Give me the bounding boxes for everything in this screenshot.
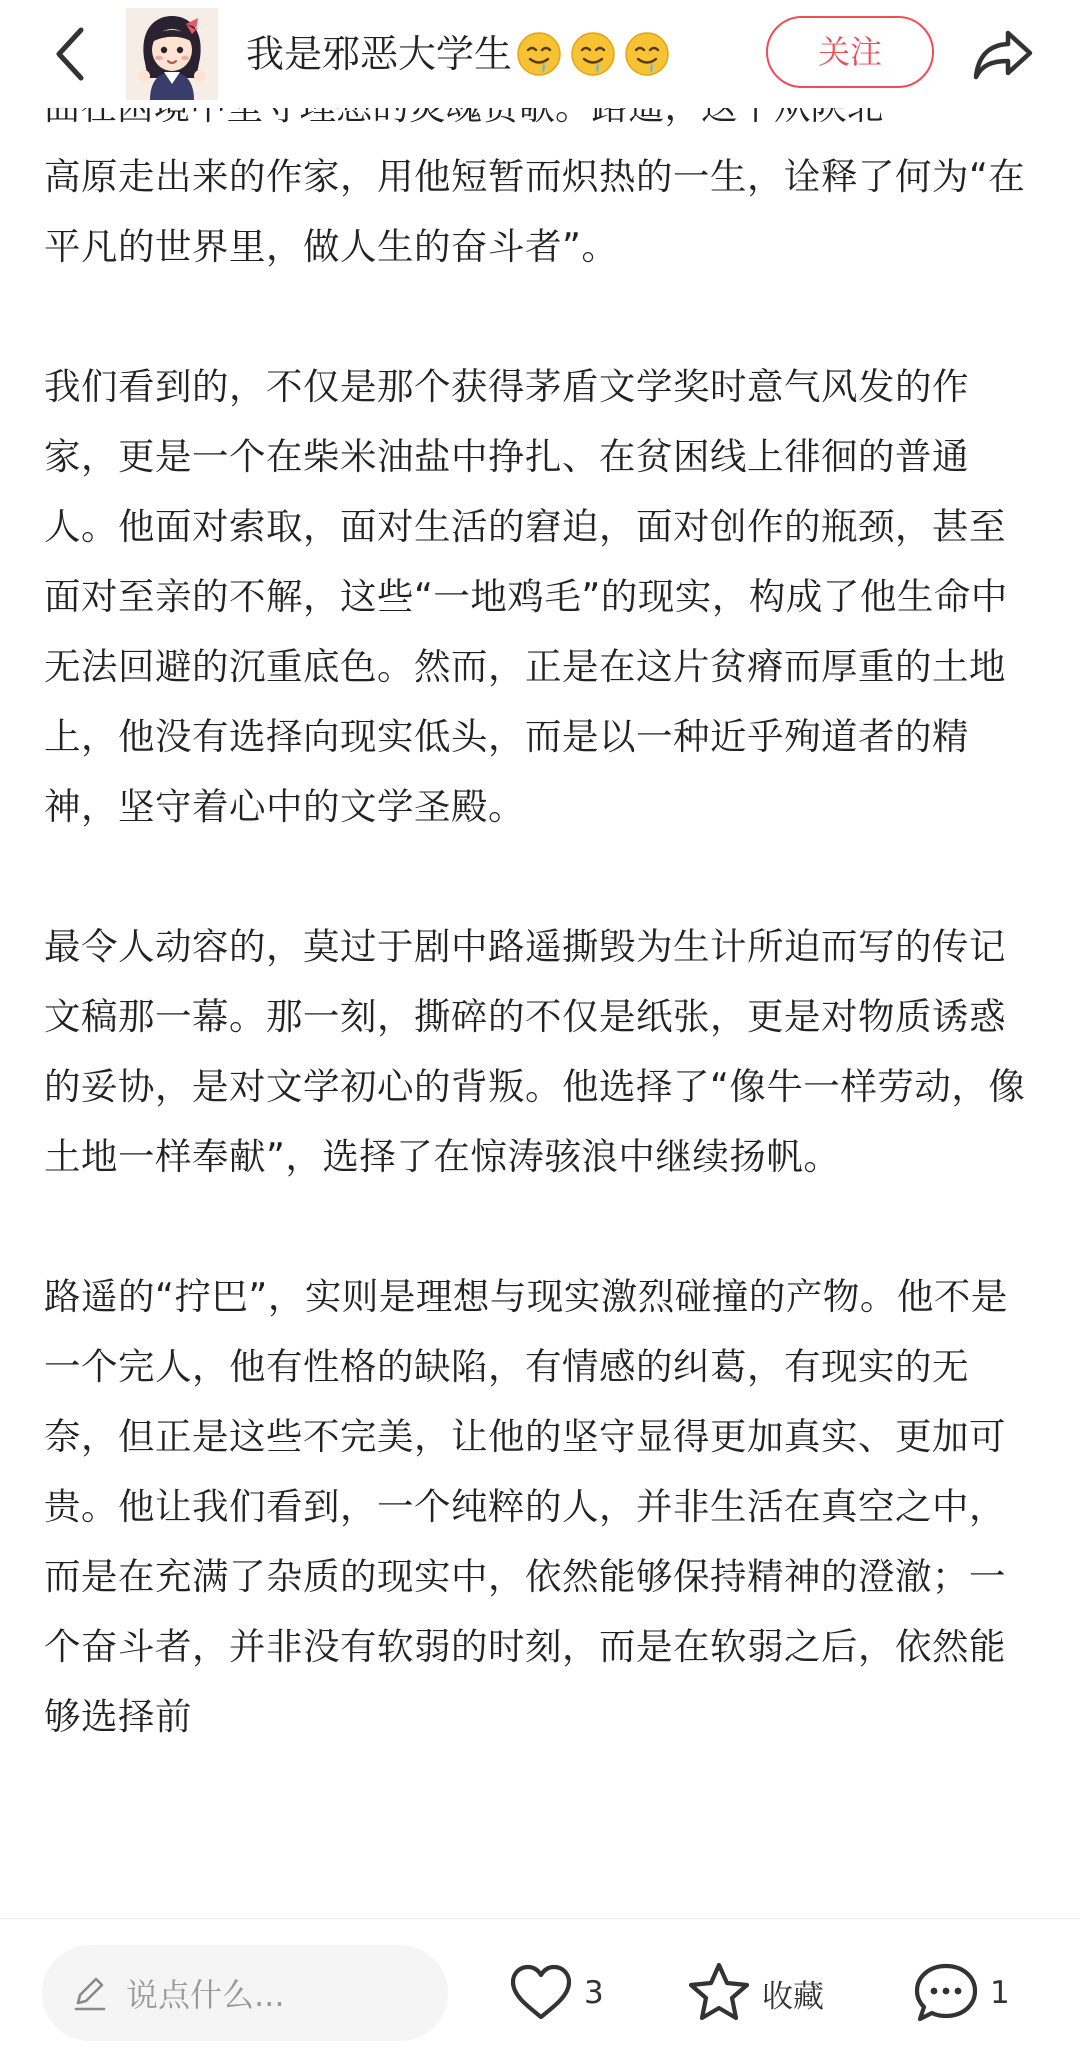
drooling-face-icon bbox=[516, 31, 562, 77]
author-name: 我是邪恶大学生 bbox=[246, 32, 513, 76]
chevron-left-icon bbox=[53, 26, 87, 82]
speech-bubble-icon bbox=[912, 1961, 980, 2025]
drooling-face-icon bbox=[624, 31, 670, 77]
comment-input[interactable] bbox=[42, 1945, 448, 2041]
comment-placeholder: 说点什么... bbox=[126, 1976, 285, 2014]
comment-button[interactable] bbox=[912, 1945, 1010, 2041]
author-avatar[interactable] bbox=[126, 8, 218, 100]
collect-label: 收藏 bbox=[762, 1978, 824, 2015]
article-partial-line bbox=[44, 108, 1036, 142]
share-arrow-icon bbox=[972, 27, 1034, 81]
pencil-icon bbox=[70, 1973, 110, 2013]
article-paragraph: 路遥的“拧巴”，实则是理想与现实激烈碰撞的产物。他不是一个完人，他有性格的缺陷，有情感的纠葛，有现实的无奈，但正是这些不完美，让他的坚守显得更加真实、更加可贵。他让我们看到，一个纯粹的人，并非生活在真空之中，而是在充满了杂质的现实中，依然能够保持精神的澄澈；一个奋斗者，并非没有软弱的时刻，而是在软弱之后，依然能够选择前 bbox=[44, 1275, 1008, 1738]
bottom-action-bar bbox=[0, 1918, 1080, 2065]
comment-count: 1 bbox=[990, 1975, 1010, 2011]
article-paragraph: 最令人动容的，莫过于剧中路遥撕毁为生计所迫而写的传记文稿那一幕。那一刻，撕碎的不仅是纸张，更是对物质诱惑的妥协，是对文学初心的背叛。他选择了“像牛一样劳动，像土地一样奉献”，选择了在惊涛骇浪中继续扬帆。 bbox=[44, 925, 1026, 1178]
article-paragraph: 高原走出来的作家，用他短暂而炽热的一生，诠释了何为“在平凡的世界里，做人生的奋斗者”。 bbox=[44, 155, 1026, 268]
back-button[interactable] bbox=[40, 22, 100, 86]
drooling-face-icon bbox=[570, 31, 616, 77]
like-count: 3 bbox=[584, 1975, 604, 2011]
star-icon bbox=[686, 1961, 752, 2025]
share-button[interactable] bbox=[968, 20, 1038, 88]
article-body[interactable] bbox=[44, 108, 1036, 1918]
heart-icon bbox=[508, 1963, 574, 2023]
avatar-girl-icon bbox=[126, 8, 218, 100]
article-paragraph: 我们看到的，不仅是那个获得茅盾文学奖时意气风发的作家，更是一个在柴米油盐中挣扎、在贫困线上徘徊的普通人。他面对索取，面对生活的窘迫，面对创作的瓶颈，甚至面对至亲的不解，这些“一地鸡毛”的现实，构成了他生命中无法回避的沉重底色。然而，正是在这片贫瘠而厚重的土地上，他没有选择向现实低头，而是以一种近乎殉道者的精神，坚守着心中的文学圣殿。 bbox=[44, 365, 1008, 828]
top-nav-bar bbox=[0, 0, 1080, 108]
collect-button[interactable] bbox=[686, 1945, 824, 2041]
author-name-row[interactable] bbox=[246, 22, 670, 86]
follow-button[interactable]: 关注 bbox=[766, 16, 934, 88]
like-button[interactable] bbox=[508, 1945, 604, 2041]
author-name-emojis bbox=[516, 31, 670, 77]
